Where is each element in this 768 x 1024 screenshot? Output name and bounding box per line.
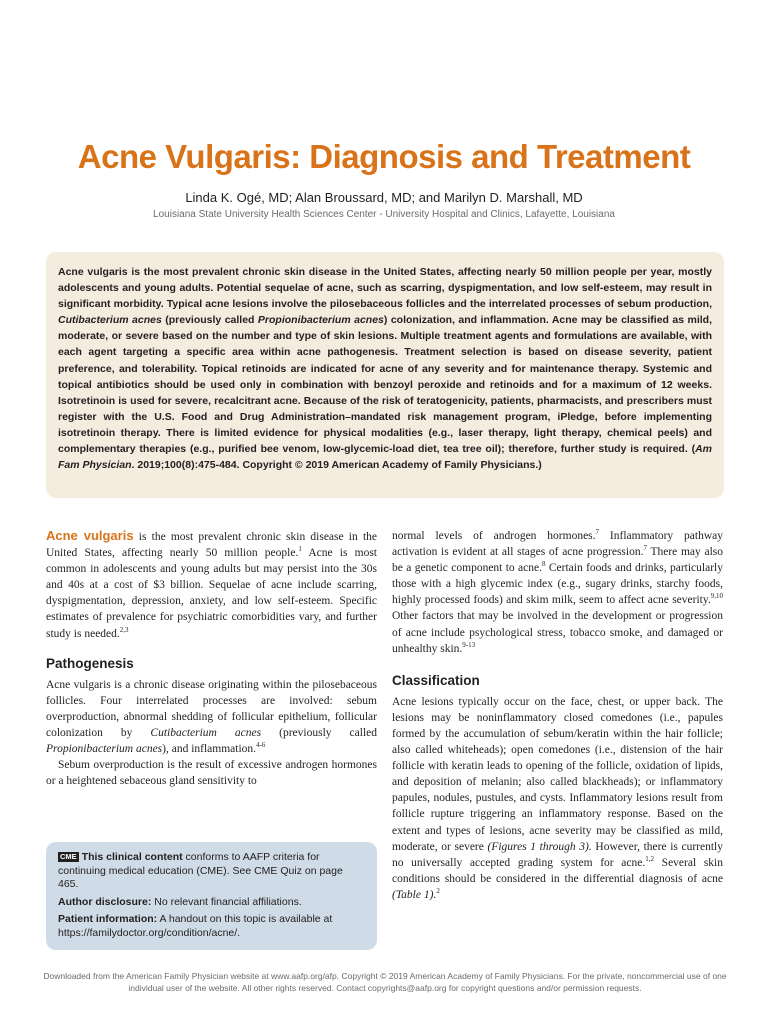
cme-info-box	[46, 842, 377, 950]
abstract-text: Acne vulgaris is the most prevalent chronic skin disease in the United States, affecting nearly 50 million people per year, mostly adolescents and young adults. Potential sequelae of acne, such as scarring, dyspigmentation, and low self-esteem, may result in significant morbidity. Typical acne lesions involve the pilosebaceous follicles and the interrelated processes of sebum production, Cutibacterium acnes (previously called Propionibacterium acnes) colonization, and inflammation. Acne may be classified as mild, moderate, or severe based on the number and type of skin lesions. Multiple treatment agents and formulations are available, with each agent targeting a specific area within acne pathogenesis. Treatment selection is based on disease severity, patient preference, and tolerability. Topical retinoids are indicated for acne of any severity and for maintenance therapy. Systemic and topical antibiotics should be used only in combination with benzoyl peroxide and retinoids and for a maximum of 12 weeks. Isotretinoin is used for severe, recalcitrant acne. Because of the risk of teratogenicity, patients, pharmacists, and prescribers must register with the U.S. Food and Drug Administration–mandated risk management program, iPledge, before implementing isotretinoin therapy. There is limited evidence for physical modalities (e.g., laser therapy, light therapy, chemical peels) and complementary therapies (e.g., purified bee venom, low-glycemic-load diet, tea tree oil); therefore, further study is required. (Am Fam Physician. 2019;100(8):475-484. Copyright © 2019 American Academy of Family Physicians.)	[58, 266, 712, 472]
section-heading-classification: Classification	[392, 672, 480, 688]
pathogenesis-paragraph-2-cont: normal levels of androgen hormones.$^7$ Inflammatory pathway activation is evident at all stages of acne progression.$^7$ There may also be a genetic component to acne.$^8$ Certain foods and drinks, particularly those with a high glycemic index (e.g., sugary drinks, starchy foods, highly processed foods) and skim milk, seem to affect acne severity.$^{9,10}$ Other factors that may be involved in the development or progression of acne include psychological stress, tobacco smoke, and damaged or unhealthy skin.$^{9-13}$	[392, 528, 724, 655]
section-heading-pathogenesis: Pathogenesis	[46, 655, 134, 671]
left-column	[46, 528, 377, 789]
download-footer: Downloaded from the American Family Physician website at www.aafp.org/afp. Copyright © 2019 American Academy of Family Physicians. For the private, noncommercial use of one individual user of the website. All other rights reserved. Contact copyrights@aafp.org for copyright questions and/or permission requests.	[43, 971, 727, 993]
pathogenesis-paragraph-2-start: Sebum overproduction is the result of excessive androgen hormones or a heightened sebaceous gland sensitivity to	[46, 759, 377, 788]
affiliation: Louisiana State University Health Sciences Center - University Hospital and Clinics, Lafayette, Louisiana	[153, 209, 615, 220]
right-column	[392, 528, 723, 903]
abstract-box	[46, 252, 724, 498]
pathogenesis-paragraph-1: Acne vulgaris is a chronic disease originating within the pilosebaceous follicles. Four interrelated processes are involved: sebum overproduction, abnormal shedding of follicular epithelium, follicular colonization by Cutibacterium acnes (previously called Propionibacterium acnes), and inflammation.$^{4-6}$	[46, 678, 378, 756]
cme-statement: CME This clinical content conforms to AAFP criteria for continuing medical education (CME). See CME Quiz on page 465.	[58, 851, 343, 890]
patient-information: Patient information: A handout on this topic is available at https://familydoctor.org/condition/acne/.	[58, 913, 333, 939]
author-disclosure: Author disclosure: No relevant financial affiliations.	[58, 895, 302, 908]
classification-paragraph: Acne lesions typically occur on the face, chest, or upper back. The lesions may be noninflammatory closed comedones (i.e., papules formed by the accumulation of sebum/keratin within the hair follicle; also called whiteheads); open comedones (i.e., distension of the hair follicle with keratin leads to opening of the follicle, oxidation of lipids, and deposition of melanin; also called blackheads); or inflammatory papules, nodules, pustules, and cysts. Inflammatory lesions result from follicle rupture triggering an inflammatory response. Based on the extent and types of lesions, acne severity may be classified as mild, moderate, or severe (Figures 1 through 3). However, there is currently no universally accepted grading system for acne.$^{1,2}$ Several skin conditions should be considered in the differential diagnosis of acne (Table 1).$^2$	[392, 695, 723, 901]
article-title: Acne Vulgaris: Diagnosis and Treatment	[77, 138, 691, 175]
intro-paragraph: Acne vulgaris is the most prevalent chronic skin disease in the United States, affecting nearly 50 million people.$^1$ Acne is most common in adolescents and young adults but may persist into the 30s and 40s at a cost of $3 billion. Sequelae of acne include scarring, dyspigmentation, depression, anxiety, and low self-esteem. Specific estimates of prevalence for psychiatric comorbidities vary, and further study is needed.$^{2,3}$	[46, 528, 377, 640]
author-list: Linda K. Ogé, MD; Alan Broussard, MD; and Marilyn D. Marshall, MD	[185, 190, 583, 205]
lead-term: Acne vulgaris	[46, 528, 134, 543]
cme-badge-icon: CME	[60, 852, 77, 861]
